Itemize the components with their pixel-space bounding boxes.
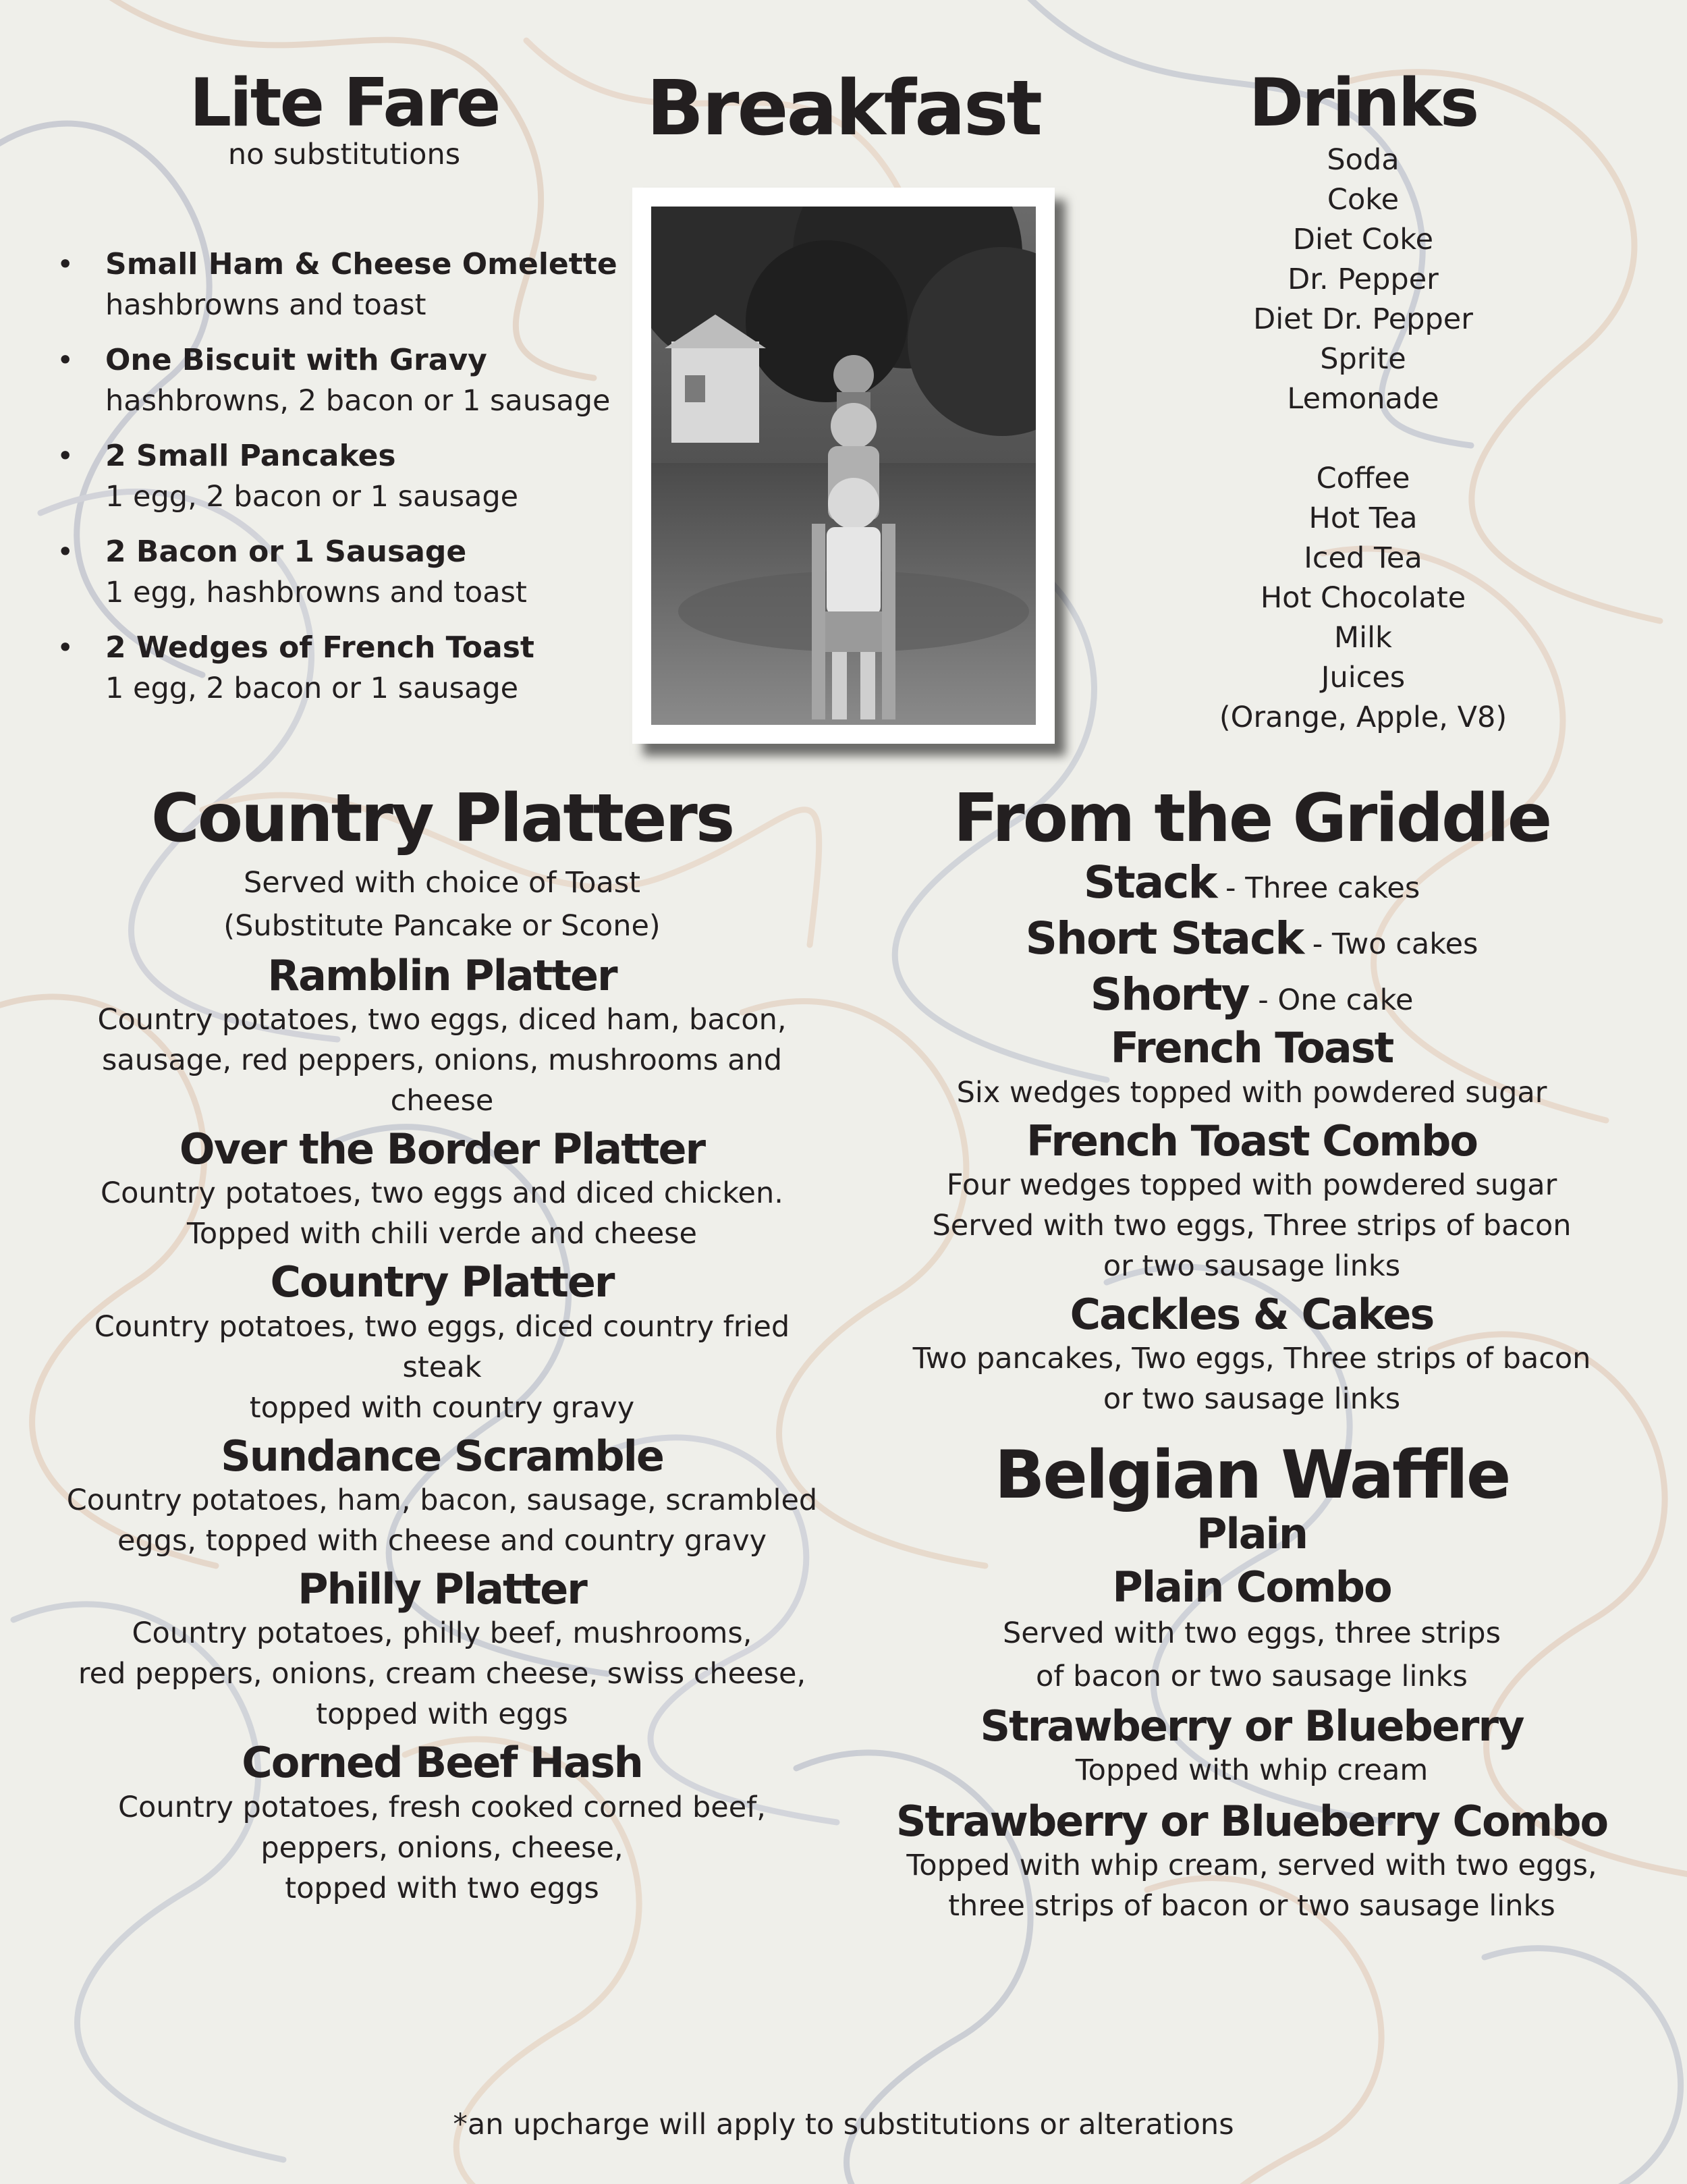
platter-desc-line: eggs, topped with cheese and country gravy [117,1523,767,1558]
platter-name: Philly Platter [298,1564,586,1614]
lite-fare-subheading: no substitutions [227,137,461,171]
platter-name: Corned Beef Hash [242,1738,642,1788]
item-name: Small Ham & Cheese Omelette [105,247,617,281]
list-item: Iced Tea [1304,541,1422,575]
platter-desc-line: sausage, red peppers, onions, mushrooms and cheese [101,1043,783,1118]
item-desc: 1 egg, 2 bacon or 1 sausage [105,672,519,705]
griddle-item-cackles [884,1290,1620,1419]
griddle-item-stack [884,856,1620,909]
list-item: Lemonade [1287,381,1439,416]
waffle-item-plain-combo [884,1563,1620,1697]
item-desc-line: or two sausage links [1103,1382,1401,1417]
bullet: • [57,248,74,281]
platter-name: Ramblin Platter [267,950,617,1000]
item-name: Plain Combo [1112,1562,1391,1612]
list-item: Juices [1321,660,1406,694]
drinks-list-hot [1201,459,1525,738]
griddle-item-shorty [884,968,1620,1021]
platter-desc-line: Country potatoes, two eggs and diced chicken. [101,1176,783,1211]
list-item: Diet Dr. Pepper [1253,302,1473,336]
item-desc: 1 egg, hashbrowns and toast [105,576,527,609]
list-item: (Orange, Apple, V8) [1219,700,1508,734]
lite-fare-header [175,67,513,171]
item-desc: - Two cakes [1303,927,1478,961]
item-desc-line: Two pancakes, Two eggs, Three strips of bacon [912,1342,1591,1376]
item-name: Strawberry or Blueberry [980,1701,1524,1751]
list-item: Hot Chocolate [1260,580,1466,615]
country-platters-section [54,780,830,1909]
platter-desc-line: red peppers, onions, cream cheese, swiss cheese, [78,1657,806,1691]
item-desc: hashbrowns and toast [105,288,426,322]
platter-name: Country Platter [270,1257,614,1307]
footer-note: *an upcharge will apply to substitutions or alterations [453,2108,1234,2141]
waffle-plain: Plain [1196,1509,1307,1559]
vintage-photo [651,207,1036,725]
griddle-item-french-toast-combo [884,1117,1620,1286]
country-platters-heading: Country Platters [150,780,734,857]
waffle-item-berry [884,1702,1620,1791]
item-name: French Toast [1110,1023,1393,1073]
list-item: Diet Coke [1292,222,1434,256]
page-title: Breakfast [646,65,1041,153]
item-name: Short Stack [1025,912,1304,964]
platter-item [54,952,830,1121]
platter-desc-line: Country potatoes, fresh cooked corned beef, [118,1790,766,1824]
item-name: Shorty [1090,968,1249,1021]
item-desc-line: Topped with whip cream, served with two eggs, [906,1849,1597,1883]
platters-intro-1: Served with choice of Toast [243,865,641,900]
griddle-item-french-toast [884,1024,1620,1112]
platter-item [54,1565,830,1735]
item-name: 2 Bacon or 1 Sausage [105,535,467,569]
lite-fare-list [57,244,618,724]
item-desc-line: Served with two eggs, Three strips of bacon [932,1208,1572,1243]
list-item: Dr. Pepper [1288,262,1439,296]
list-item: Hot Tea [1308,501,1418,535]
platter-name: Sundance Scramble [221,1431,663,1481]
bullet: • [57,344,74,377]
platter-desc-line: Country potatoes, two eggs, diced ham, bacon, [97,1003,787,1037]
platter-desc-line: peppers, onions, cheese, [260,1830,624,1865]
bullet: • [57,631,74,665]
item-desc-line: three strips of bacon or two sausage links [948,1889,1555,1923]
item-name: French Toast Combo [1026,1116,1477,1166]
list-item [57,244,618,325]
item-desc-line: or two sausage links [1103,1249,1401,1283]
list-item: Milk [1334,620,1392,655]
platter-item [54,1432,830,1561]
list-item [57,340,618,421]
platter-desc-line: Topped with chili verde and cheese [186,1217,698,1251]
item-desc-line: Four wedges topped with powdered sugar [946,1168,1557,1202]
lite-fare-heading: Lite Fare [189,65,499,142]
drinks-section [1201,67,1525,738]
list-item [57,532,618,613]
item-name: 2 Wedges of French Toast [105,630,534,665]
item-name: Strawberry or Blueberry Combo [895,1796,1608,1846]
list-item: Coke [1327,182,1400,217]
item-desc: - One cake [1248,983,1414,1018]
griddle-section [884,780,1620,1926]
drinks-heading: Drinks [1248,65,1478,142]
item-desc-line: of bacon or two sausage links [1036,1659,1468,1693]
drinks-list-cold [1201,140,1525,419]
platter-desc-line: topped with eggs [316,1697,568,1732]
item-name: Cackles & Cakes [1070,1289,1434,1339]
waffle-heading: Belgian Waffle [994,1437,1510,1514]
item-name: One Biscuit with Gravy [105,343,487,377]
item-desc-line: Served with two eggs, three strips [1003,1616,1501,1650]
item-name: 2 Small Pancakes [105,439,396,473]
platter-desc-line: Country potatoes, two eggs, diced country fried steak [94,1309,790,1384]
item-name: Stack [1083,856,1217,908]
item-desc: - Three cakes [1216,871,1420,905]
platter-name: Over the Border Platter [179,1124,705,1174]
item-desc-line: Topped with whip cream [1075,1753,1429,1787]
item-desc: 1 egg, 2 bacon or 1 sausage [105,480,519,514]
platter-desc-line: Country potatoes, philly beef, mushrooms, [132,1616,752,1651]
item-desc-line: Six wedges topped with powdered sugar [956,1075,1547,1110]
platter-item [54,1258,830,1427]
list-item: Coffee [1316,461,1410,495]
platters-intro-2: (Substitute Pancake or Scone) [223,908,661,943]
platter-desc-line: topped with country gravy [249,1390,635,1425]
list-item [57,628,618,709]
bullet: • [57,439,74,473]
waffle-item-berry-combo [884,1797,1620,1926]
platter-desc-line: Country potatoes, ham, bacon, sausage, scrambled [66,1483,818,1517]
griddle-item-short-stack [884,912,1620,965]
griddle-heading: From the Griddle [953,780,1551,857]
platter-item [54,1125,830,1254]
platter-desc-line: topped with two eggs [285,1871,599,1905]
bullet: • [57,535,74,569]
list-item [57,436,618,517]
list-item: Sprite [1320,342,1406,376]
item-desc: hashbrowns, 2 bacon or 1 sausage [105,384,611,418]
platter-item [54,1739,830,1908]
list-item: Soda [1327,142,1400,177]
photo-frame [632,188,1055,744]
